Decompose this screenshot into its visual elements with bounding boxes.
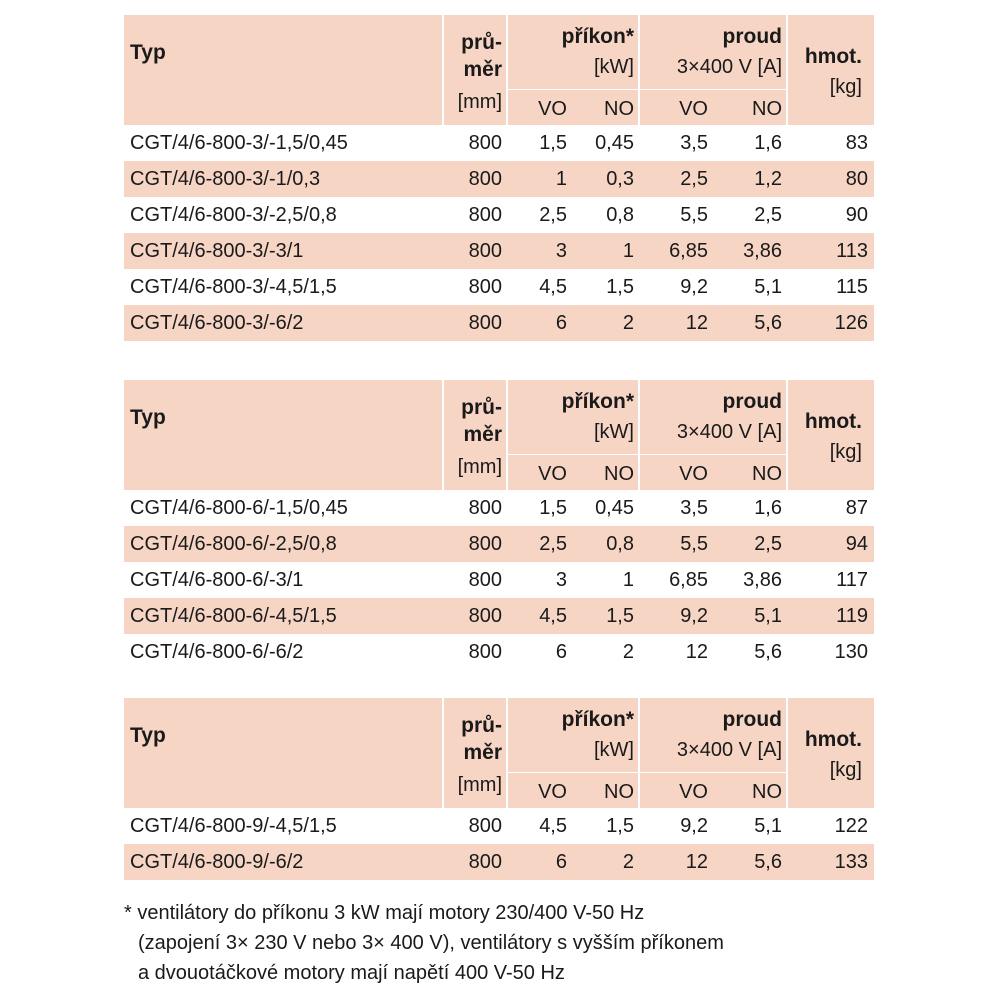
cell-proud-no: 1,2 bbox=[754, 168, 782, 190]
header-cell-bg bbox=[124, 698, 442, 808]
header-prikon-unit: [kW] bbox=[594, 421, 634, 443]
cell-typ: CGT/4/6-800-9/-4,5/1,5 bbox=[130, 815, 337, 837]
header-hmot: hmot. bbox=[804, 410, 862, 433]
cell-typ: CGT/4/6-800-6/-1,5/0,45 bbox=[130, 497, 348, 519]
cell-prumer: 800 bbox=[468, 569, 502, 591]
header-prikon-unit: [kW] bbox=[594, 739, 634, 761]
cell-hmot: 90 bbox=[845, 204, 868, 226]
table-row bbox=[124, 562, 874, 598]
cell-proud-vo: 3,5 bbox=[680, 132, 708, 154]
cell-prikon-no: 1,5 bbox=[606, 815, 634, 837]
header-proud-vo: VO bbox=[679, 98, 708, 120]
header-prikon-unit: [kW] bbox=[594, 56, 634, 78]
header-proud: proud bbox=[722, 390, 782, 413]
cell-prikon-no: 0,3 bbox=[606, 168, 634, 190]
cell-proud-vo: 3,5 bbox=[680, 497, 708, 519]
header-typ: Typ bbox=[130, 41, 166, 64]
table-header bbox=[124, 15, 874, 125]
cell-proud-no: 5,6 bbox=[754, 641, 782, 663]
cell-prikon-no: 0,45 bbox=[595, 497, 634, 519]
cell-prumer: 800 bbox=[468, 276, 502, 298]
cell-typ: CGT/4/6-800-3/-4,5/1,5 bbox=[130, 276, 337, 298]
cell-proud-no: 5,6 bbox=[754, 312, 782, 334]
cell-hmot: 80 bbox=[845, 168, 868, 190]
cell-proud-vo: 9,2 bbox=[680, 605, 708, 627]
cell-prumer: 800 bbox=[468, 851, 502, 873]
cell-prumer: 800 bbox=[468, 533, 502, 555]
header-prikon-vo: VO bbox=[538, 781, 567, 803]
cell-prikon-vo: 3 bbox=[555, 240, 567, 262]
header-hmot-unit: [kg] bbox=[829, 441, 862, 463]
header-prikon-no: NO bbox=[604, 98, 634, 120]
table-row bbox=[124, 526, 874, 562]
header-cell-bg bbox=[124, 15, 442, 125]
header-prumer-unit: [mm] bbox=[457, 774, 502, 796]
header-divider bbox=[640, 772, 786, 773]
cell-prikon-vo: 6 bbox=[555, 312, 567, 334]
cell-prikon-no: 1,5 bbox=[606, 605, 634, 627]
header-cell-bg bbox=[788, 698, 874, 808]
header-prikon-vo: VO bbox=[538, 98, 567, 120]
cell-proud-vo: 6,85 bbox=[669, 569, 708, 591]
cell-proud-vo: 9,2 bbox=[680, 815, 708, 837]
table-row bbox=[124, 197, 874, 233]
cell-hmot: 83 bbox=[845, 132, 868, 154]
cell-proud-no: 5,1 bbox=[754, 276, 782, 298]
header-divider bbox=[640, 454, 786, 455]
header-prikon-no: NO bbox=[604, 463, 634, 485]
header-cell-bg bbox=[124, 380, 442, 490]
cell-hmot: 87 bbox=[845, 497, 868, 519]
footnote bbox=[124, 898, 724, 988]
cell-hmot: 133 bbox=[834, 851, 868, 873]
table-row bbox=[124, 808, 874, 844]
cell-prikon-no: 2 bbox=[622, 641, 634, 663]
table-row bbox=[124, 844, 874, 880]
header-typ: Typ bbox=[130, 724, 166, 747]
cell-proud-no: 5,1 bbox=[754, 815, 782, 837]
cell-proud-vo: 12 bbox=[685, 641, 708, 663]
header-prumer-unit: [mm] bbox=[457, 456, 502, 478]
cell-hmot: 126 bbox=[834, 312, 868, 334]
header-prumer-2: měr bbox=[463, 423, 502, 446]
cell-hmot: 94 bbox=[845, 533, 868, 555]
cell-proud-vo: 9,2 bbox=[680, 276, 708, 298]
table-row bbox=[124, 125, 874, 161]
footnote-line-2: (zapojení 3× 230 V nebo 3× 400 V), ventilátory s vyšším příkonem bbox=[138, 932, 724, 954]
header-prumer-unit: [mm] bbox=[457, 91, 502, 113]
cell-prikon-no: 1 bbox=[622, 569, 634, 591]
cell-typ: CGT/4/6-800-6/-2,5/0,8 bbox=[130, 533, 337, 555]
cell-proud-no: 3,86 bbox=[743, 240, 782, 262]
cell-prikon-no: 0,45 bbox=[595, 132, 634, 154]
cell-prikon-no: 1 bbox=[622, 240, 634, 262]
table-row bbox=[124, 490, 874, 526]
cell-prikon-vo: 3 bbox=[555, 569, 567, 591]
cell-prikon-no: 2 bbox=[622, 851, 634, 873]
cell-prumer: 800 bbox=[468, 641, 502, 663]
cell-prikon-no: 2 bbox=[622, 312, 634, 334]
footnote-line-1: * ventilátory do příkonu 3 kW mají motory 230/400 V-50 Hz bbox=[124, 902, 645, 924]
header-proud-unit: 3×400 V [A] bbox=[676, 739, 782, 761]
header-prumer-1: prů- bbox=[461, 31, 502, 54]
header-proud-unit: 3×400 V [A] bbox=[676, 56, 782, 78]
header-prikon-vo: VO bbox=[538, 463, 567, 485]
cell-prikon-no: 1,5 bbox=[606, 276, 634, 298]
table-header bbox=[124, 380, 874, 490]
table-row bbox=[124, 269, 874, 305]
cell-prikon-vo: 1,5 bbox=[539, 497, 567, 519]
cell-prikon-vo: 4,5 bbox=[539, 605, 567, 627]
cell-proud-vo: 5,5 bbox=[680, 204, 708, 226]
cell-hmot: 119 bbox=[836, 605, 868, 627]
cell-typ: CGT/4/6-800-3/-1,5/0,45 bbox=[130, 132, 348, 154]
cell-typ: CGT/4/6-800-6/-6/2 bbox=[130, 641, 304, 663]
header-prumer-2: měr bbox=[463, 741, 502, 764]
cell-proud-no: 5,6 bbox=[754, 851, 782, 873]
cell-typ: CGT/4/6-800-6/-3/1 bbox=[130, 569, 304, 591]
table-row bbox=[124, 233, 874, 269]
spec-table bbox=[124, 15, 874, 341]
cell-proud-no: 3,86 bbox=[743, 569, 782, 591]
cell-typ: CGT/4/6-800-9/-6/2 bbox=[130, 851, 304, 873]
cell-proud-vo: 12 bbox=[685, 851, 708, 873]
header-prumer-2: měr bbox=[463, 58, 502, 81]
cell-hmot: 117 bbox=[836, 569, 868, 591]
cell-prumer: 800 bbox=[468, 168, 502, 190]
header-prumer-1: prů- bbox=[461, 396, 502, 419]
header-proud-no: NO bbox=[752, 463, 782, 485]
cell-prikon-vo: 1,5 bbox=[539, 132, 567, 154]
header-cell-bg bbox=[788, 15, 874, 125]
cell-hmot: 122 bbox=[834, 815, 868, 837]
cell-proud-vo: 5,5 bbox=[680, 533, 708, 555]
cell-hmot: 113 bbox=[836, 240, 868, 262]
cell-hmot: 115 bbox=[836, 276, 868, 298]
spec-table bbox=[124, 698, 874, 880]
cell-prumer: 800 bbox=[468, 204, 502, 226]
header-prumer-1: prů- bbox=[461, 714, 502, 737]
header-proud: proud bbox=[722, 25, 782, 48]
spec-table bbox=[124, 380, 874, 670]
header-prikon: příkon* bbox=[561, 390, 634, 413]
cell-typ: CGT/4/6-800-3/-2,5/0,8 bbox=[130, 204, 337, 226]
cell-prikon-no: 0,8 bbox=[606, 533, 634, 555]
cell-proud-no: 1,6 bbox=[754, 497, 782, 519]
cell-proud-no: 1,6 bbox=[754, 132, 782, 154]
cell-prikon-vo: 1 bbox=[555, 168, 567, 190]
cell-proud-vo: 2,5 bbox=[680, 168, 708, 190]
cell-typ: CGT/4/6-800-3/-1/0,3 bbox=[130, 168, 321, 190]
footnote-line-3: a dvouotáčkové motory mají napětí 400 V-50 Hz bbox=[138, 962, 565, 984]
cell-prikon-vo: 2,5 bbox=[539, 533, 567, 555]
header-divider bbox=[508, 772, 638, 773]
header-proud-no: NO bbox=[752, 781, 782, 803]
header-divider bbox=[508, 89, 638, 90]
table-header bbox=[124, 698, 874, 808]
cell-prikon-vo: 4,5 bbox=[539, 815, 567, 837]
table-row bbox=[124, 634, 874, 670]
cell-proud-no: 2,5 bbox=[754, 533, 782, 555]
table-row bbox=[124, 598, 874, 634]
header-prikon: příkon* bbox=[561, 25, 634, 48]
cell-proud-no: 2,5 bbox=[754, 204, 782, 226]
cell-prumer: 800 bbox=[468, 605, 502, 627]
header-proud-vo: VO bbox=[679, 463, 708, 485]
cell-prumer: 800 bbox=[468, 312, 502, 334]
header-divider bbox=[640, 89, 786, 90]
cell-hmot: 130 bbox=[834, 641, 868, 663]
header-proud-unit: 3×400 V [A] bbox=[676, 421, 782, 443]
table-row bbox=[124, 161, 874, 197]
cell-prikon-vo: 6 bbox=[555, 851, 567, 873]
header-hmot: hmot. bbox=[804, 45, 862, 68]
cell-typ: CGT/4/6-800-6/-4,5/1,5 bbox=[130, 605, 337, 627]
header-divider bbox=[508, 454, 638, 455]
header-prikon-no: NO bbox=[604, 781, 634, 803]
header-typ: Typ bbox=[130, 406, 166, 429]
cell-prumer: 800 bbox=[468, 132, 502, 154]
cell-proud-vo: 12 bbox=[685, 312, 708, 334]
header-prikon: příkon* bbox=[561, 708, 634, 731]
header-proud-vo: VO bbox=[679, 781, 708, 803]
cell-prumer: 800 bbox=[468, 815, 502, 837]
header-proud: proud bbox=[722, 708, 782, 731]
cell-prikon-no: 0,8 bbox=[606, 204, 634, 226]
header-cell-bg bbox=[788, 380, 874, 490]
table-row bbox=[124, 305, 874, 341]
cell-proud-vo: 6,85 bbox=[669, 240, 708, 262]
header-hmot-unit: [kg] bbox=[829, 759, 862, 781]
cell-typ: CGT/4/6-800-3/-3/1 bbox=[130, 240, 304, 262]
cell-prikon-vo: 6 bbox=[555, 641, 567, 663]
cell-prumer: 800 bbox=[468, 497, 502, 519]
cell-prumer: 800 bbox=[468, 240, 502, 262]
cell-prikon-vo: 4,5 bbox=[539, 276, 567, 298]
header-hmot-unit: [kg] bbox=[829, 76, 862, 98]
cell-proud-no: 5,1 bbox=[754, 605, 782, 627]
cell-prikon-vo: 2,5 bbox=[539, 204, 567, 226]
header-hmot: hmot. bbox=[804, 728, 862, 751]
cell-typ: CGT/4/6-800-3/-6/2 bbox=[130, 312, 304, 334]
header-proud-no: NO bbox=[752, 98, 782, 120]
